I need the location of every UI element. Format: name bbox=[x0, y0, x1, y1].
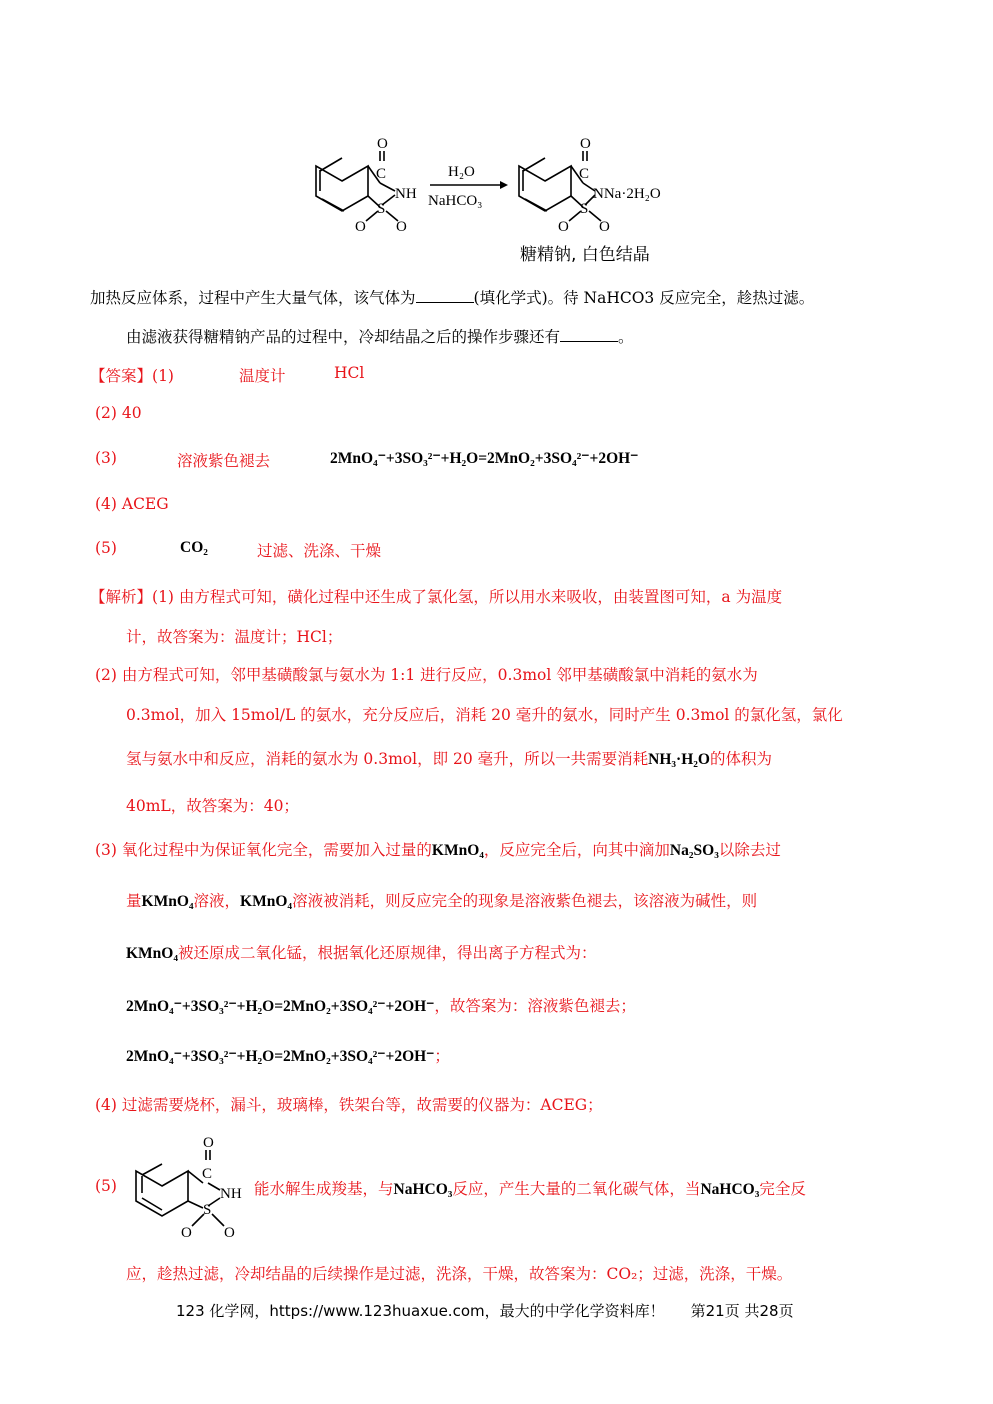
svg-text:O: O bbox=[599, 219, 610, 235]
analysis-p3-l1-a: (3) 氧化过程中为保证氧化完全，需要加入过量的 bbox=[95, 841, 432, 859]
answer-5-v1: CO₂ bbox=[180, 539, 208, 556]
svg-text:O: O bbox=[377, 136, 388, 152]
analysis-p3-l1-chem1: KMnO₄ bbox=[431, 842, 484, 859]
answer-1-v1: 温度计 bbox=[239, 367, 286, 385]
analysis-p3-l2-b: 溶液， bbox=[193, 892, 241, 910]
reactant-structure bbox=[316, 151, 398, 221]
q5-line2 bbox=[126, 325, 634, 347]
analysis-p3-eq1: 2MnO₄⁻+3SO₃²⁻+H₂O=2MnO₂+3SO₄²⁻+2OH⁻ bbox=[126, 998, 435, 1015]
svg-text:O: O bbox=[355, 219, 366, 235]
analysis-p3-equation-2 bbox=[126, 1044, 450, 1066]
q5-line1-b: (填化学式)。待 NaHCO3 反应完全，趁热过滤。 bbox=[473, 289, 815, 307]
svg-text:NH: NH bbox=[220, 1186, 242, 1202]
analysis-p3-l3-text: 被还原成二氧化锰，根据氧化还原规律，得出离子方程式为： bbox=[178, 944, 597, 962]
analysis-p3-l1-c: 以除去过 bbox=[718, 841, 781, 859]
svg-text:O: O bbox=[558, 219, 569, 235]
analysis-p2-line1: (2) 由方程式可知，邻甲基磺酸氯与氨水为 1:1 进行反应，0.3mol 邻甲基磺酸氯中消耗的氨水为 bbox=[95, 666, 758, 684]
page-footer bbox=[176, 1300, 794, 1321]
analysis-p3-line3 bbox=[126, 941, 597, 963]
analysis-p2-line2: 0.3mol，加入 15mol/L 的氨水，充分反应后，消耗 20 毫升的氨水，同时产生 0.3mol 的氯化氢，氯化 bbox=[126, 706, 843, 724]
svg-text:S: S bbox=[377, 201, 386, 217]
analysis-p5-l1-chem2: NaHCO₃ bbox=[700, 1181, 760, 1198]
answer-4: (4) ACEG bbox=[95, 495, 169, 513]
svg-text:O: O bbox=[580, 136, 591, 152]
analysis-p3-l3-chem: KMnO₄ bbox=[126, 945, 179, 962]
svg-text:S: S bbox=[580, 201, 589, 217]
footer-text: 123 化学网，https://www.123huaxue.com，最大的中学化学资料库！ bbox=[176, 1302, 665, 1320]
reaction-scheme bbox=[300, 125, 700, 270]
reactant-nh-text: NH bbox=[395, 186, 417, 202]
analysis-p1-line2: 计，故答案为：温度计；HCl； bbox=[126, 628, 343, 646]
analysis-p1-line1 bbox=[90, 585, 782, 607]
analysis-p5-line1 bbox=[254, 1177, 806, 1199]
analysis-p3-l2-a: 量 bbox=[126, 892, 142, 910]
answer-1-num: (1) bbox=[152, 367, 174, 385]
analysis-p2-l3-chem: NH₃·H₂O bbox=[648, 751, 710, 768]
svg-text:O: O bbox=[203, 1135, 214, 1151]
q5-line1 bbox=[90, 286, 814, 308]
analysis-p1-l1-text: (1) 由方程式可知，磺化过程中还生成了氯化氢，所以用水来吸收，由装置图可知，a 为温度 bbox=[152, 588, 783, 606]
answer-3-num: (3) bbox=[95, 449, 117, 467]
product-caption: 糖精钠, 白色结晶 bbox=[520, 245, 650, 265]
svg-text:C: C bbox=[376, 166, 387, 182]
analysis-p2-l3-a: 氢与氨水中和反应，消耗的氨水为 0.3mol，即 20 毫升，所以一共需要消耗 bbox=[126, 750, 649, 768]
answer-5-num: (5) bbox=[95, 539, 117, 557]
analysis-p5-line2: 应，趁热过滤，冷却结晶的后续操作是过滤，洗涤，干燥，故答案为：CO₂；过滤，洗涤，干燥。 bbox=[126, 1265, 793, 1283]
svg-text:C: C bbox=[202, 1166, 213, 1182]
analysis-p3-line2 bbox=[126, 889, 757, 911]
analysis-p3-l2-c: 溶液被消耗，则反应完全的现象是溶液紫色褪去，该溶液为碱性，则 bbox=[292, 892, 758, 910]
analysis-p5-l1-a: 能水解生成羧基，与 bbox=[254, 1180, 394, 1198]
analysis-p3-eq1-tail: ，故答案为：溶液紫色褪去； bbox=[434, 997, 636, 1015]
analysis-p5-l1-c: 完全反 bbox=[759, 1180, 806, 1198]
answer-blank-2 bbox=[560, 329, 618, 342]
q5-line2-b: 。 bbox=[618, 328, 634, 346]
analysis-p3-l1-chem2: Na₂SO₃ bbox=[669, 842, 719, 859]
analysis-p4: (4) 过滤需要烧杯，漏斗，玻璃棒，铁架台等，故需要的仪器为：ACEG； bbox=[95, 1096, 603, 1114]
product-label-text: NNa·2H₂O bbox=[593, 186, 661, 202]
arrow-top-label: H₂O bbox=[448, 164, 475, 180]
q5-line2-a: 由滤液获得糖精钠产品的过程中，冷却结晶之后的操作步骤还有 bbox=[126, 328, 561, 346]
arrow-bottom-label: NaHCO₃ bbox=[428, 193, 483, 209]
svg-text:C: C bbox=[579, 166, 590, 182]
analysis-p3-equation-1 bbox=[126, 994, 636, 1016]
svg-text:O: O bbox=[181, 1225, 192, 1241]
answer-3-equation: 2MnO₄⁻+3SO₃²⁻+H₂O=2MnO₂+3SO₄²⁻+2OH⁻ bbox=[330, 450, 639, 467]
answer-2: (2) 40 bbox=[95, 404, 142, 422]
analysis-p2-l3-b: 的体积为 bbox=[709, 750, 772, 768]
answer-blank-1 bbox=[416, 290, 474, 303]
answer-5-v2: 过滤、洗涤、干燥 bbox=[257, 542, 382, 560]
analysis-p3-eq2-tail: ； bbox=[434, 1047, 450, 1065]
analysis-p3-l1-b: ，反应完全后，向其中滴加 bbox=[483, 841, 670, 859]
analysis-p5-l1-b: 反应，产生大量的二氧化碳气体，当 bbox=[452, 1180, 701, 1198]
saccharin-structure bbox=[128, 1128, 258, 1246]
analysis-p3-l2-chem2: KMnO₄ bbox=[240, 893, 293, 910]
analysis-p2-line3 bbox=[126, 747, 772, 769]
analysis-p3-l2-chem1: KMnO₄ bbox=[141, 893, 194, 910]
svg-text:O: O bbox=[224, 1225, 235, 1241]
analysis-tag: 【解析】 bbox=[90, 588, 153, 606]
analysis-p3-line1 bbox=[95, 838, 781, 860]
product-structure bbox=[519, 151, 601, 221]
analysis-p3-eq2: 2MnO₄⁻+3SO₃²⁻+H₂O=2MnO₂+3SO₄²⁻+2OH⁻ bbox=[126, 1048, 435, 1065]
answer-tag: 【答案】 bbox=[90, 367, 153, 385]
analysis-p2-line4: 40mL，故答案为：40； bbox=[126, 797, 299, 815]
svg-text:S: S bbox=[203, 1202, 212, 1218]
q5-line1-a: 加热反应体系，过程中产生大量气体，该气体为 bbox=[90, 289, 416, 307]
answer-1-v2: HCl bbox=[334, 364, 365, 382]
page-number: 第21页 共28页 bbox=[690, 1302, 794, 1320]
answer-3-v1: 溶液紫色褪去 bbox=[177, 452, 271, 470]
analysis-p5-num: (5) bbox=[95, 1177, 117, 1195]
answer-line-1 bbox=[90, 364, 174, 386]
svg-text:O: O bbox=[396, 219, 407, 235]
analysis-p5-l1-chem1: NaHCO₃ bbox=[393, 1181, 453, 1198]
